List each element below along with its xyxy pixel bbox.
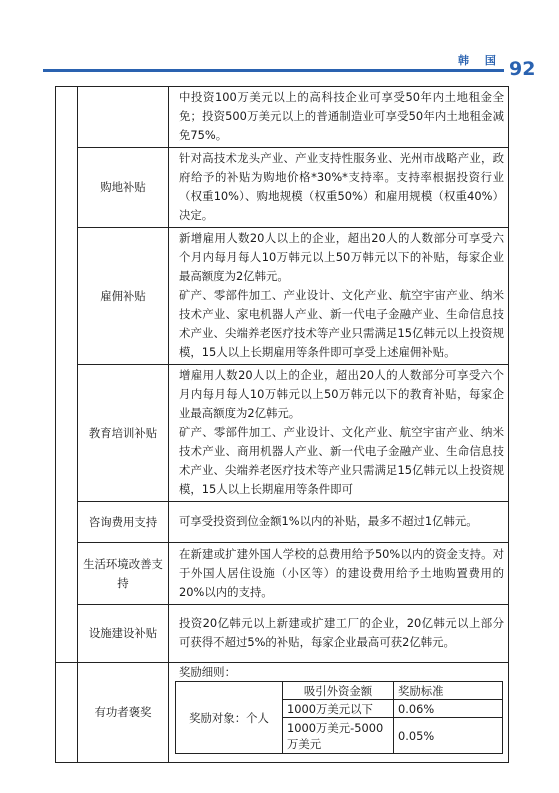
row-label bbox=[78, 87, 169, 148]
content-paragraph: 矿产、零部件加工、产业设计、文化产业、航空宇宙产业、纳米技术产业、家电机器人产业、新一代电子金融产业、生命信息技术产业、尖端养老医疗技术等产业只需满足15亿韩元以上投资规模，15人以上长期雇用等条件即可享受上述雇佣补贴。 bbox=[179, 288, 504, 359]
row-content bbox=[169, 87, 509, 148]
row-content bbox=[169, 228, 509, 365]
table-row bbox=[56, 148, 509, 228]
reward-rules-title: 奖励细则： bbox=[179, 665, 236, 679]
reward-table bbox=[175, 681, 503, 754]
reward-tier-standard: 0.06% bbox=[394, 700, 503, 718]
row-label: 雇佣补贴 bbox=[78, 228, 169, 365]
table-row bbox=[56, 228, 509, 365]
table-row bbox=[56, 543, 509, 605]
content-paragraph: 可享受投资到位金额1%以内的补贴，最多不超过1亿韩元。 bbox=[179, 514, 478, 528]
row-label: 设施建设补贴 bbox=[78, 605, 169, 663]
category-cell bbox=[56, 87, 78, 663]
content-paragraph: 新增雇用人数20人以上的企业，超出20人的人数部分可享受六个月内每月每人10万韩元以上50万韩元以下的补贴，每家企业最高额度为2亿韩元。 bbox=[179, 231, 504, 283]
reward-col-amount: 吸引外资金额 bbox=[283, 682, 394, 700]
reward-col-standard: 奖励标准 bbox=[394, 682, 503, 700]
table-row bbox=[56, 502, 509, 543]
header-rule bbox=[43, 69, 504, 72]
content-paragraph: 增雇用人数20人以上的企业，超出20人的人数部分可享受六个月内每月每人10万韩元以上50万韩元以下的教育补贴，每家企业最高额度为2亿韩元。 bbox=[179, 368, 504, 420]
content-paragraph: 投资20亿韩元以上新建或扩建工厂的企业，20亿韩元以上部分可获得不超过5%的补贴，每家企业最高可获2亿韩元。 bbox=[179, 616, 504, 649]
content-paragraph: 在新建或扩建外国人学校的总费用给予50%以内的资金支持。对于外国人居住设施（小区等）的建设费用给予土地购置费用的20%以内的支持。 bbox=[179, 546, 504, 599]
row-label: 生活环境改善支持 bbox=[78, 543, 169, 605]
header-country: 韩 国 bbox=[458, 54, 502, 67]
table-row-reward bbox=[56, 663, 509, 763]
row-label: 教育培训补贴 bbox=[78, 365, 169, 502]
reward-content bbox=[169, 663, 509, 763]
row-content bbox=[169, 543, 509, 605]
row-content bbox=[169, 605, 509, 663]
row-content bbox=[169, 365, 509, 502]
reward-tier-standard: 0.05% bbox=[394, 718, 503, 754]
content-paragraph: 针对高技术龙头产业、产业支持性服务业、光州市战略产业，政府给予的补贴为购地价格*30%*支持率。支持率根据投资行业（权重10%）、购地规模（权重50%）和雇用规模（权重40%）决定。 bbox=[179, 151, 504, 222]
content-paragraph: 中投资100万美元以上的高科技企业可享受50年内土地租金全免；投资500万美元以上的普通制造业可享受50年内土地租金减免75%。 bbox=[179, 90, 504, 142]
reward-target: 奖励对象：个人 bbox=[176, 682, 283, 754]
row-label: 咨询费用支持 bbox=[78, 502, 169, 543]
reward-tier-amount: 1000万美元-5000万美元 bbox=[283, 718, 394, 754]
page-number: 92 bbox=[509, 58, 536, 80]
reward-table-wrap bbox=[169, 681, 508, 762]
table-row bbox=[56, 365, 509, 502]
table-row bbox=[56, 605, 509, 663]
table-row bbox=[56, 87, 509, 148]
row-content bbox=[169, 148, 509, 228]
reward-header-row bbox=[176, 682, 503, 700]
row-content bbox=[169, 502, 509, 543]
row-label: 购地补贴 bbox=[78, 148, 169, 228]
policy-table bbox=[55, 86, 509, 763]
content-paragraph: 矿产、零部件加工、产业设计、文化产业、航空宇宙产业、纳米技术产业、商用机器人产业、新一代电子金融产业、生命信息技术产业、尖端养老医疗技术等产业只需满足15亿韩元以上投资规模，15人以上长期雇用等条件即可 bbox=[179, 425, 504, 496]
row-label: 有功者褒奖 bbox=[78, 663, 169, 763]
category-cell bbox=[56, 663, 78, 763]
reward-tier-amount: 1000万美元以下 bbox=[283, 700, 394, 718]
